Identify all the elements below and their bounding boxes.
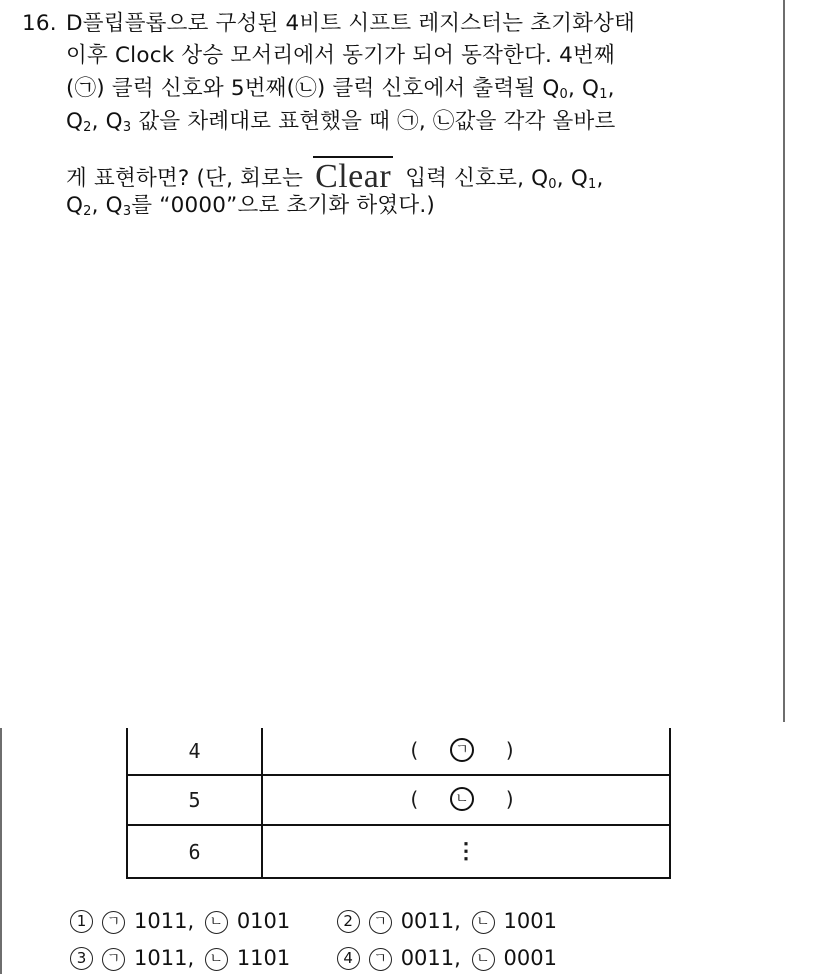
choice-4[interactable] [337, 940, 557, 977]
question-number: 16. [22, 11, 57, 36]
choice-value: 1101 [236, 946, 291, 970]
output-cell [262, 775, 670, 825]
question-text: Q [66, 193, 84, 218]
subscript: 3 [122, 120, 132, 135]
question-text: , [607, 76, 615, 101]
question-text: D플립플롭으로 구성된 4비트 시프트 레지스터는 초기화상태 [66, 11, 636, 36]
circled-number-icon: 3 [70, 947, 93, 970]
question-text: 게 표현하면? (단, 회로는 [66, 166, 304, 191]
clock-cell: 4 [127, 728, 262, 775]
choice-value: 0101 [236, 909, 291, 933]
column-divider-left [0, 728, 2, 974]
question-text: , Q [91, 193, 123, 218]
question-line-3 [66, 75, 615, 103]
open-paren: ( [407, 738, 420, 763]
circled-number-icon: 1 [70, 910, 93, 933]
circled-giyeok-icon: ㄱ [102, 948, 125, 971]
choice-row-2 [70, 940, 557, 977]
subscript: 0 [548, 177, 557, 192]
circled-giyeok-icon: ㄱ [450, 738, 474, 762]
circled-nieun-icon: ㄴ [472, 911, 495, 934]
subscript: 2 [83, 204, 92, 219]
circled-nieun-icon: ㄴ [472, 948, 495, 971]
subscript: 2 [83, 120, 92, 135]
table-row [127, 728, 670, 775]
open-paren: ( [407, 787, 420, 812]
question-line-4 [66, 108, 615, 136]
choice-row-1 [70, 903, 557, 940]
shift-register-state-table [126, 728, 671, 879]
circled-giyeok-icon: ㄱ [369, 948, 392, 971]
close-paren: ) [504, 787, 517, 812]
circled-nieun-icon: ㄴ [205, 948, 228, 971]
output-cell [262, 825, 670, 878]
question-text: , Q [556, 166, 588, 191]
subscript: 1 [587, 177, 597, 192]
question-line-5 [66, 156, 604, 193]
choice-value: 1001 [503, 909, 557, 933]
circled-number-icon: 2 [337, 910, 360, 933]
output-cell [262, 728, 670, 775]
subscript: 3 [122, 204, 132, 219]
answer-choices [70, 903, 557, 977]
close-paren: ) [504, 738, 517, 763]
circled-nieun-icon: ㄴ [450, 787, 474, 811]
question-text: 값을 차례대로 표현했을 때 ㉠, ㉡값을 각각 올바르 [138, 109, 616, 134]
question-text: , Q [567, 76, 600, 101]
question-text: , [596, 166, 604, 191]
vertical-ellipsis-icon: ⋮ [455, 839, 477, 864]
question-text: , Q [91, 109, 123, 134]
question-line-2 [66, 42, 615, 70]
clear-signal-overlined: Clear [315, 158, 392, 195]
choice-3[interactable] [70, 940, 330, 977]
subscript: 0 [559, 87, 568, 102]
table-row [127, 825, 670, 878]
choice-2[interactable] [337, 903, 557, 940]
choice-value: 1011, [134, 909, 195, 933]
circled-giyeok-icon: ㄱ [102, 911, 125, 934]
table-row [127, 775, 670, 825]
circled-number-icon: 4 [337, 947, 360, 970]
circled-giyeok-icon: ㄱ [369, 911, 392, 934]
question-text: 입력 신호로, Q [405, 166, 549, 191]
question-line-1 [22, 10, 635, 38]
choice-value: 0011, [400, 946, 461, 970]
clock-cell: 5 [127, 775, 262, 825]
column-divider-right [783, 0, 785, 722]
clock-cell: 6 [127, 825, 262, 878]
question-text: (㉠) 클럭 신호와 5번째(㉡) 클럭 신호에서 출력될 Q [66, 76, 560, 101]
circled-nieun-icon: ㄴ [205, 911, 228, 934]
choice-1[interactable] [70, 903, 330, 940]
choice-value: 0011, [400, 909, 461, 933]
question-text: 를 “0000”으로 초기화 하였다.) [131, 193, 435, 218]
choice-value: 0001 [503, 946, 557, 970]
subscript: 1 [599, 87, 608, 102]
choice-value: 1011, [134, 946, 195, 970]
question-line-6 [66, 192, 435, 220]
question-text: 이후 Clock 상승 모서리에서 동기가 되어 동작한다. 4번째 [66, 43, 615, 68]
question-text: Q [66, 109, 84, 134]
